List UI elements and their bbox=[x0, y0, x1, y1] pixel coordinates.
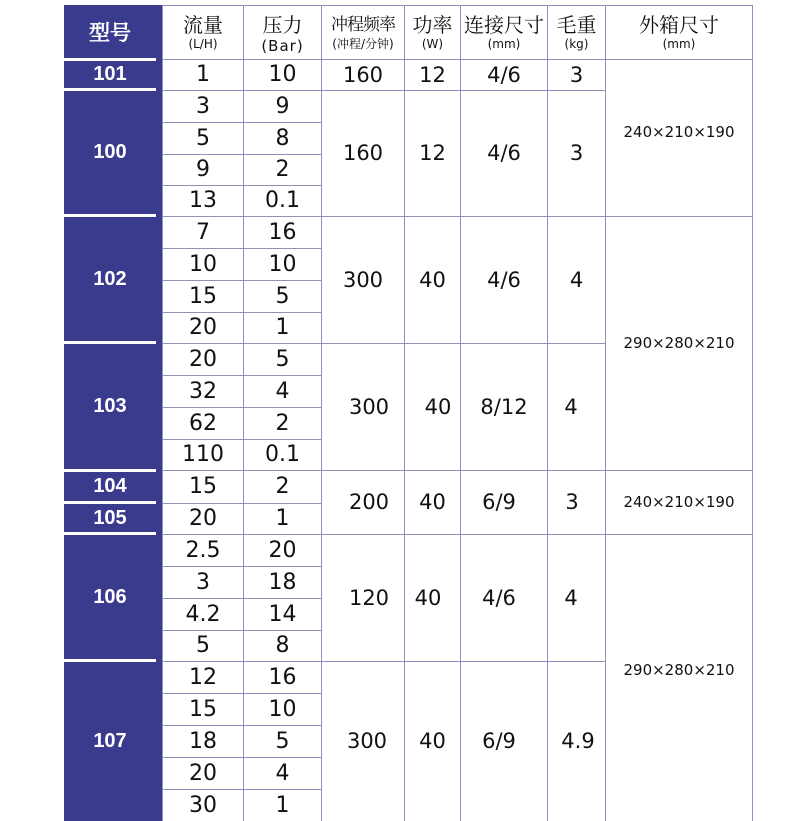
pressure-cell: 4 bbox=[275, 760, 290, 786]
flow-cell: 7 bbox=[196, 219, 210, 245]
grid-line bbox=[163, 503, 321, 504]
header-box-label: 外箱尺寸 bbox=[639, 13, 719, 37]
model-cell-101: 101 bbox=[64, 61, 156, 88]
stroke-cell: 300 bbox=[342, 267, 384, 292]
pressure-cell: 10 bbox=[268, 251, 297, 277]
flow-cell: 18 bbox=[189, 728, 217, 754]
header-flow-label: 流量 bbox=[183, 13, 223, 37]
header-weight bbox=[548, 5, 605, 59]
header-pressure bbox=[244, 5, 321, 59]
model-cell-105: 105 bbox=[64, 504, 156, 532]
model-cell-102: 102 bbox=[64, 217, 156, 341]
grid-line bbox=[163, 789, 321, 790]
box-size-cell: 290×280×210 bbox=[623, 334, 735, 352]
pressure-cell: 16 bbox=[268, 219, 297, 245]
weight-cell: 4 bbox=[569, 267, 584, 292]
pressure-cell: 10 bbox=[268, 696, 297, 722]
stroke-cell: 160 bbox=[342, 141, 384, 165]
grid-line bbox=[752, 5, 753, 821]
flow-cell: 5 bbox=[196, 125, 210, 151]
pressure-cell: 8 bbox=[275, 125, 290, 151]
grid-line bbox=[163, 439, 321, 440]
pressure-cell: 1 bbox=[275, 792, 290, 818]
grid-line bbox=[163, 216, 753, 217]
grid-line bbox=[163, 185, 321, 186]
header-stroke-unit: (冲程/分钟) bbox=[332, 37, 394, 51]
model-cell-107: 107 bbox=[64, 662, 156, 821]
connection-cell: 6/9 bbox=[482, 729, 516, 753]
flow-cell: 32 bbox=[189, 378, 217, 404]
grid-line bbox=[163, 757, 321, 758]
pressure-cell: 20 bbox=[268, 537, 297, 563]
pressure-cell: 2 bbox=[275, 474, 290, 499]
flow-cell: 3 bbox=[196, 93, 210, 119]
stroke-cell: 200 bbox=[348, 490, 390, 514]
pressure-cell: 1 bbox=[275, 315, 290, 340]
pressure-cell: 16 bbox=[268, 664, 297, 690]
pressure-cell: 5 bbox=[275, 728, 290, 754]
header-connection-label: 连接尺寸 bbox=[464, 13, 544, 37]
grid-line bbox=[163, 312, 321, 313]
weight-cell: 3 bbox=[569, 62, 584, 87]
flow-cell: 20 bbox=[189, 760, 217, 786]
flow-cell: 9 bbox=[196, 157, 210, 182]
flow-cell: 4.2 bbox=[185, 601, 221, 627]
model-cell-100: 100 bbox=[64, 91, 156, 214]
flow-cell: 62 bbox=[189, 410, 217, 436]
pressure-cell: 2 bbox=[275, 157, 290, 182]
model-cell-103: 103 bbox=[64, 344, 156, 469]
grid-line bbox=[163, 598, 321, 599]
pressure-cell: 9 bbox=[275, 93, 290, 119]
power-cell: 40 bbox=[424, 394, 452, 419]
box-size-cell: 290×280×210 bbox=[623, 660, 735, 679]
power-cell: 40 bbox=[414, 585, 442, 610]
header-pressure-label: 压力 bbox=[262, 13, 303, 37]
flow-cell: 3 bbox=[196, 569, 210, 595]
pressure-cell: 0.1 bbox=[265, 188, 300, 213]
grid-line bbox=[163, 59, 753, 60]
power-cell: 12 bbox=[419, 141, 446, 165]
header-stroke bbox=[322, 5, 404, 59]
header-weight-label: 毛重 bbox=[556, 13, 597, 37]
grid-line bbox=[163, 375, 321, 376]
grid-line bbox=[163, 661, 605, 662]
pressure-cell: 2 bbox=[275, 410, 290, 436]
flow-cell: 10 bbox=[189, 251, 217, 277]
header-stroke-label: 冲程频率 bbox=[331, 15, 395, 35]
stroke-cell: 300 bbox=[348, 394, 390, 419]
flow-cell: 1 bbox=[196, 62, 210, 87]
flow-cell: 15 bbox=[189, 474, 217, 499]
grid-line bbox=[404, 5, 405, 821]
flow-cell: 110 bbox=[182, 442, 224, 467]
connection-cell: 4/6 bbox=[487, 62, 521, 87]
pressure-cell: 5 bbox=[275, 346, 290, 372]
grid-line bbox=[163, 534, 753, 535]
power-cell: 12 bbox=[419, 62, 446, 87]
stroke-cell: 120 bbox=[348, 585, 390, 610]
flow-cell: 5 bbox=[196, 633, 210, 658]
connection-cell: 6/9 bbox=[482, 490, 516, 514]
connection-cell: 4/6 bbox=[487, 141, 521, 165]
weight-cell: 4.9 bbox=[561, 729, 595, 753]
header-flow-unit: (L/H) bbox=[188, 37, 218, 51]
header-power-unit: (W) bbox=[421, 37, 444, 51]
header-power bbox=[405, 5, 460, 59]
power-cell: 40 bbox=[419, 267, 446, 292]
grid-line bbox=[321, 5, 322, 821]
pressure-cell: 5 bbox=[275, 283, 290, 309]
flow-cell: 15 bbox=[189, 283, 217, 309]
flow-cell: 13 bbox=[189, 188, 217, 213]
header-flow bbox=[163, 5, 243, 59]
grid-line bbox=[605, 5, 606, 821]
grid-line bbox=[547, 5, 548, 821]
header-pressure-unit: (Bar) bbox=[261, 37, 304, 55]
flow-cell: 15 bbox=[189, 696, 217, 722]
flow-cell: 2.5 bbox=[185, 537, 221, 563]
pressure-cell: 14 bbox=[268, 601, 297, 627]
header-connection-unit: (mm) bbox=[487, 37, 521, 51]
grid-line bbox=[163, 5, 753, 6]
box-size-cell: 240×210×190 bbox=[623, 122, 735, 141]
header-weight-unit: (kg) bbox=[564, 37, 589, 51]
grid-line bbox=[163, 725, 321, 726]
grid-line bbox=[163, 693, 321, 694]
pressure-cell: 10 bbox=[268, 62, 297, 87]
connection-cell: 4/6 bbox=[487, 267, 521, 292]
weight-cell: 4 bbox=[564, 585, 578, 610]
grid-line bbox=[163, 630, 321, 631]
stroke-cell: 300 bbox=[346, 729, 388, 753]
flow-cell: 20 bbox=[189, 346, 217, 372]
grid-line bbox=[460, 5, 461, 821]
header-box-unit: (mm) bbox=[662, 37, 696, 51]
stroke-cell: 160 bbox=[342, 62, 384, 87]
flow-cell: 30 bbox=[189, 792, 217, 818]
model-cell-104: 104 bbox=[64, 472, 156, 501]
grid-line bbox=[163, 90, 605, 91]
pressure-cell: 4 bbox=[275, 378, 290, 404]
grid-line bbox=[163, 122, 321, 123]
pressure-cell: 18 bbox=[268, 569, 297, 595]
grid-line bbox=[163, 407, 321, 408]
power-cell: 40 bbox=[419, 729, 446, 753]
pressure-cell: 1 bbox=[275, 506, 290, 531]
grid-line bbox=[163, 470, 753, 471]
header-box bbox=[606, 5, 752, 59]
weight-cell: 3 bbox=[565, 490, 579, 514]
connection-cell: 4/6 bbox=[482, 585, 516, 610]
flow-cell: 20 bbox=[189, 315, 217, 340]
model-cell-106: 106 bbox=[64, 535, 156, 659]
pressure-cell: 8 bbox=[275, 633, 290, 658]
connection-cell: 8/12 bbox=[480, 394, 528, 419]
flow-cell: 20 bbox=[189, 506, 217, 531]
grid-line bbox=[243, 5, 244, 821]
header-power-label: 功率 bbox=[412, 13, 453, 37]
pressure-cell: 0.1 bbox=[265, 442, 300, 467]
grid-line bbox=[163, 343, 605, 344]
grid-line bbox=[163, 248, 321, 249]
model-header: 型号 bbox=[64, 5, 156, 58]
flow-cell: 12 bbox=[189, 664, 217, 690]
weight-cell: 3 bbox=[569, 141, 584, 165]
grid-line bbox=[163, 566, 321, 567]
power-cell: 40 bbox=[419, 490, 446, 514]
grid-line bbox=[163, 154, 321, 155]
box-size-cell: 240×210×190 bbox=[623, 493, 735, 511]
grid-line bbox=[163, 280, 321, 281]
weight-cell: 4 bbox=[564, 394, 578, 419]
header-connection bbox=[461, 5, 547, 59]
